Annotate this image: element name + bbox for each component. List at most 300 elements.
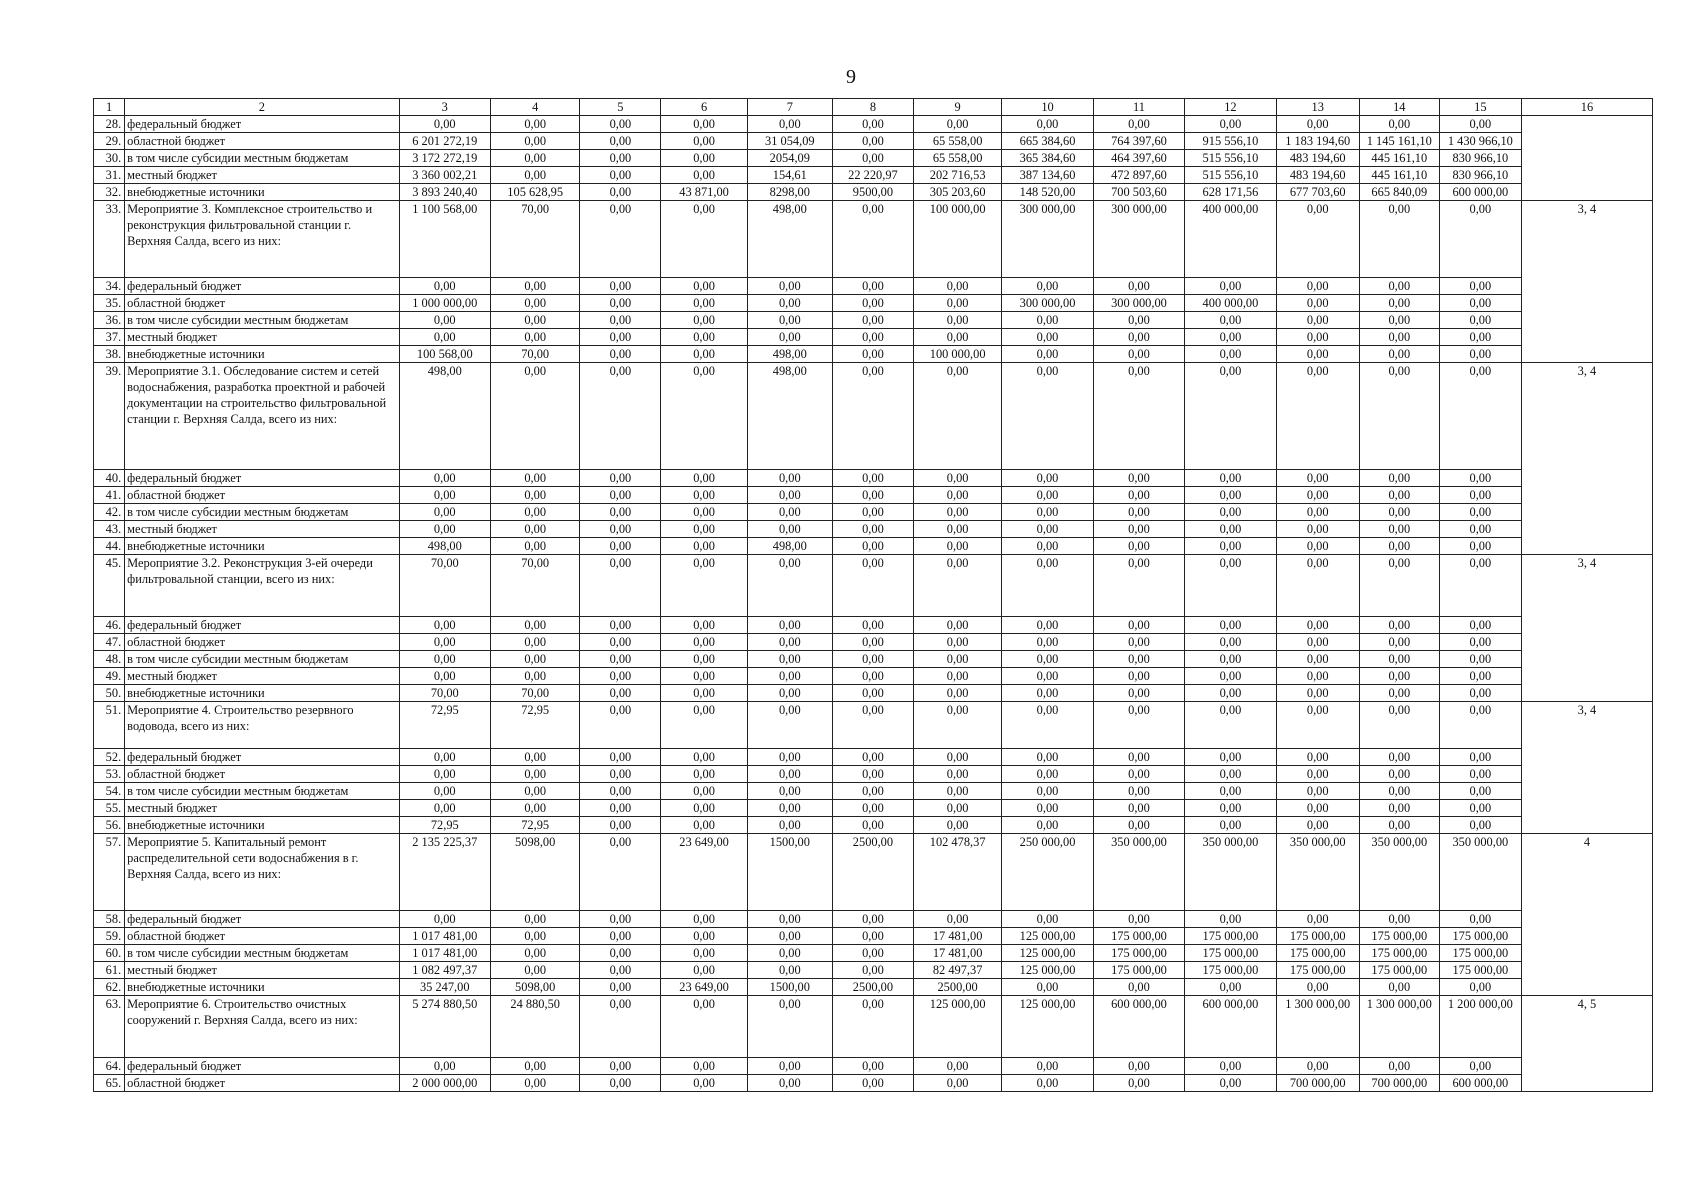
value-cell: 0,00 bbox=[1439, 1057, 1521, 1074]
value-cell: 0,00 bbox=[491, 961, 580, 978]
value-cell: 0,00 bbox=[491, 312, 580, 329]
row-number: 44. bbox=[94, 538, 125, 555]
value-cell: 0,00 bbox=[580, 1057, 661, 1074]
value-cell: 0,00 bbox=[747, 961, 832, 978]
value-cell: 0,00 bbox=[1185, 1057, 1276, 1074]
value-cell: 0,00 bbox=[913, 555, 1001, 617]
value-cell: 1 017 481,00 bbox=[399, 927, 490, 944]
value-cell: 1 145 161,10 bbox=[1359, 133, 1439, 150]
row-name: в том числе субсидии местным бюджетам bbox=[125, 312, 399, 329]
value-cell: 0,00 bbox=[1185, 651, 1276, 668]
value-cell: 830 966,10 bbox=[1439, 150, 1521, 167]
value-cell: 0,00 bbox=[491, 765, 580, 782]
row-number: 36. bbox=[94, 312, 125, 329]
row-name: внебюджетные источники bbox=[125, 978, 399, 995]
value-cell: 0,00 bbox=[832, 651, 913, 668]
table-row bbox=[94, 816, 1653, 833]
value-cell: 0,00 bbox=[580, 702, 661, 749]
row-number: 37. bbox=[94, 329, 125, 346]
value-cell: 0,00 bbox=[661, 487, 747, 504]
value-cell: 72,95 bbox=[399, 702, 490, 749]
row-name: местный бюджет bbox=[125, 329, 399, 346]
value-cell: 0,00 bbox=[491, 504, 580, 521]
value-cell: 175 000,00 bbox=[1185, 944, 1276, 961]
value-cell: 0,00 bbox=[1439, 363, 1521, 470]
value-cell: 0,00 bbox=[1093, 346, 1184, 363]
value-cell: 175 000,00 bbox=[1276, 927, 1359, 944]
row-number: 43. bbox=[94, 521, 125, 538]
header-cell: 10 bbox=[1002, 99, 1093, 116]
value-cell: 0,00 bbox=[1439, 765, 1521, 782]
table-row bbox=[94, 634, 1653, 651]
value-cell: 0,00 bbox=[1093, 278, 1184, 295]
table-row bbox=[94, 346, 1653, 363]
row-number: 63. bbox=[94, 995, 125, 1057]
value-cell: 0,00 bbox=[491, 521, 580, 538]
value-cell: 17 481,00 bbox=[913, 944, 1001, 961]
row-name: Мероприятие 5. Капитальный ремонт распределительной сети водоснабжения в г. Верхняя Салда, всего из них: bbox=[125, 833, 399, 910]
value-cell: 0,00 bbox=[1439, 470, 1521, 487]
row-number: 40. bbox=[94, 470, 125, 487]
value-cell: 700 000,00 bbox=[1276, 1074, 1359, 1091]
value-cell: 0,00 bbox=[580, 961, 661, 978]
value-cell: 0,00 bbox=[1276, 617, 1359, 634]
value-cell: 0,00 bbox=[1276, 538, 1359, 555]
value-cell: 0,00 bbox=[1093, 538, 1184, 555]
value-cell: 175 000,00 bbox=[1185, 927, 1276, 944]
value-cell: 0,00 bbox=[747, 816, 832, 833]
value-cell: 350 000,00 bbox=[1276, 833, 1359, 910]
value-cell: 0,00 bbox=[1002, 782, 1093, 799]
value-cell: 0,00 bbox=[913, 748, 1001, 765]
value-cell: 0,00 bbox=[1185, 765, 1276, 782]
value-cell: 0,00 bbox=[580, 133, 661, 150]
value-cell: 0,00 bbox=[1002, 702, 1093, 749]
table-row bbox=[94, 295, 1653, 312]
value-cell: 0,00 bbox=[580, 487, 661, 504]
value-cell: 0,00 bbox=[1359, 201, 1439, 278]
value-cell: 0,00 bbox=[399, 487, 490, 504]
value-cell: 0,00 bbox=[1359, 685, 1439, 702]
value-cell: 515 556,10 bbox=[1185, 150, 1276, 167]
value-cell: 0,00 bbox=[1002, 685, 1093, 702]
table-row bbox=[94, 521, 1653, 538]
value-cell: 70,00 bbox=[399, 685, 490, 702]
row-number: 60. bbox=[94, 944, 125, 961]
value-cell: 0,00 bbox=[1093, 1074, 1184, 1091]
value-cell: 0,00 bbox=[913, 278, 1001, 295]
value-cell: 0,00 bbox=[661, 816, 747, 833]
value-cell: 628 171,56 bbox=[1185, 184, 1276, 201]
value-cell: 0,00 bbox=[747, 765, 832, 782]
value-cell: 1 082 497,37 bbox=[399, 961, 490, 978]
value-cell: 0,00 bbox=[832, 668, 913, 685]
value-cell: 0,00 bbox=[1276, 521, 1359, 538]
table-row bbox=[94, 748, 1653, 765]
value-cell: 82 497,37 bbox=[913, 961, 1001, 978]
value-cell: 0,00 bbox=[661, 1074, 747, 1091]
value-cell: 0,00 bbox=[1276, 555, 1359, 617]
value-cell: 0,00 bbox=[913, 816, 1001, 833]
value-cell: 0,00 bbox=[1093, 765, 1184, 782]
value-cell: 0,00 bbox=[1185, 555, 1276, 617]
table-row bbox=[94, 685, 1653, 702]
value-cell: 0,00 bbox=[491, 116, 580, 133]
value-cell: 0,00 bbox=[913, 116, 1001, 133]
value-cell: 0,00 bbox=[1276, 1057, 1359, 1074]
table-row bbox=[94, 312, 1653, 329]
value-cell: 0,00 bbox=[399, 278, 490, 295]
table-row bbox=[94, 363, 1653, 470]
value-cell: 350 000,00 bbox=[1359, 833, 1439, 910]
row-number: 47. bbox=[94, 634, 125, 651]
value-cell: 0,00 bbox=[1359, 816, 1439, 833]
value-cell: 0,00 bbox=[1002, 470, 1093, 487]
value-cell: 0,00 bbox=[399, 748, 490, 765]
value-cell: 0,00 bbox=[1185, 748, 1276, 765]
row-name: Мероприятие 3.2. Реконструкция 3-ей очереди фильтровальной станции, всего из них: bbox=[125, 555, 399, 617]
value-cell: 830 966,10 bbox=[1439, 167, 1521, 184]
value-cell: 0,00 bbox=[580, 927, 661, 944]
value-cell: 0,00 bbox=[1359, 617, 1439, 634]
value-cell: 300 000,00 bbox=[1002, 201, 1093, 278]
value-cell: 0,00 bbox=[580, 765, 661, 782]
value-cell: 387 134,60 bbox=[1002, 167, 1093, 184]
value-cell: 175 000,00 bbox=[1439, 944, 1521, 961]
value-cell: 305 203,60 bbox=[913, 184, 1001, 201]
row-name: внебюджетные источники bbox=[125, 184, 399, 201]
value-cell: 0,00 bbox=[1093, 312, 1184, 329]
value-cell: 72,95 bbox=[491, 702, 580, 749]
table-row bbox=[94, 995, 1653, 1057]
row-name: в том числе субсидии местным бюджетам bbox=[125, 782, 399, 799]
value-cell: 175 000,00 bbox=[1359, 944, 1439, 961]
value-cell: 0,00 bbox=[1359, 116, 1439, 133]
value-cell: 0,00 bbox=[1185, 346, 1276, 363]
value-cell: 498,00 bbox=[399, 538, 490, 555]
value-cell: 0,00 bbox=[1276, 329, 1359, 346]
value-cell: 0,00 bbox=[1093, 816, 1184, 833]
row-name: Мероприятие 3.1. Обследование систем и сетей водоснабжения, разработка проектной и рабочей документации на строительство фильтровальной станции г. Верхняя Салда, всего из них: bbox=[125, 363, 399, 470]
value-cell: 0,00 bbox=[1359, 910, 1439, 927]
value-cell: 0,00 bbox=[580, 668, 661, 685]
value-cell: 0,00 bbox=[1185, 910, 1276, 927]
value-cell: 0,00 bbox=[661, 910, 747, 927]
value-cell: 0,00 bbox=[1276, 363, 1359, 470]
row-number: 57. bbox=[94, 833, 125, 910]
value-cell: 0,00 bbox=[913, 910, 1001, 927]
value-cell: 175 000,00 bbox=[1093, 961, 1184, 978]
value-cell: 0,00 bbox=[1185, 312, 1276, 329]
value-cell: 175 000,00 bbox=[1439, 961, 1521, 978]
value-cell: 175 000,00 bbox=[1359, 961, 1439, 978]
row-number: 56. bbox=[94, 816, 125, 833]
value-cell: 0,00 bbox=[1185, 116, 1276, 133]
value-cell: 0,00 bbox=[1093, 1057, 1184, 1074]
value-cell: 0,00 bbox=[661, 521, 747, 538]
value-cell: 0,00 bbox=[1359, 470, 1439, 487]
value-cell: 0,00 bbox=[399, 910, 490, 927]
header-cell: 5 bbox=[580, 99, 661, 116]
row-number: 50. bbox=[94, 685, 125, 702]
value-cell: 300 000,00 bbox=[1093, 201, 1184, 278]
value-cell: 0,00 bbox=[913, 799, 1001, 816]
value-cell: 0,00 bbox=[1276, 748, 1359, 765]
value-cell: 0,00 bbox=[747, 116, 832, 133]
value-cell: 0,00 bbox=[491, 470, 580, 487]
value-cell: 0,00 bbox=[1093, 634, 1184, 651]
value-cell: 154,61 bbox=[747, 167, 832, 184]
value-cell: 0,00 bbox=[913, 363, 1001, 470]
table-row bbox=[94, 765, 1653, 782]
value-cell: 0,00 bbox=[580, 504, 661, 521]
value-cell: 0,00 bbox=[1276, 702, 1359, 749]
row-number: 41. bbox=[94, 487, 125, 504]
value-cell: 0,00 bbox=[661, 995, 747, 1057]
value-cell: 0,00 bbox=[661, 295, 747, 312]
value-cell: 0,00 bbox=[399, 1057, 490, 1074]
value-cell: 0,00 bbox=[1439, 782, 1521, 799]
value-cell: 0,00 bbox=[1276, 978, 1359, 995]
value-cell: 0,00 bbox=[1185, 1074, 1276, 1091]
value-cell: 5098,00 bbox=[491, 978, 580, 995]
value-cell: 0,00 bbox=[491, 133, 580, 150]
header-cell: 3 bbox=[399, 99, 490, 116]
value-cell: 0,00 bbox=[1276, 470, 1359, 487]
table-row bbox=[94, 1057, 1653, 1074]
value-cell: 0,00 bbox=[1002, 1074, 1093, 1091]
table-row bbox=[94, 116, 1653, 133]
value-cell: 0,00 bbox=[1439, 617, 1521, 634]
value-cell: 31 054,09 bbox=[747, 133, 832, 150]
value-cell: 175 000,00 bbox=[1093, 944, 1184, 961]
table-row bbox=[94, 702, 1653, 749]
table-row bbox=[94, 944, 1653, 961]
value-cell: 0,00 bbox=[747, 1057, 832, 1074]
row-number: 54. bbox=[94, 782, 125, 799]
row-number: 62. bbox=[94, 978, 125, 995]
table-row bbox=[94, 184, 1653, 201]
value-cell: 0,00 bbox=[399, 782, 490, 799]
table-row bbox=[94, 329, 1653, 346]
value-cell: 0,00 bbox=[1093, 651, 1184, 668]
value-cell: 0,00 bbox=[913, 487, 1001, 504]
table-row bbox=[94, 133, 1653, 150]
value-cell: 0,00 bbox=[399, 651, 490, 668]
value-cell: 0,00 bbox=[913, 295, 1001, 312]
value-cell: 365 384,60 bbox=[1002, 150, 1093, 167]
row-number: 39. bbox=[94, 363, 125, 470]
value-cell: 72,95 bbox=[399, 816, 490, 833]
value-cell: 0,00 bbox=[1185, 799, 1276, 816]
row-name: федеральный бюджет bbox=[125, 116, 399, 133]
value-cell: 0,00 bbox=[832, 278, 913, 295]
value-cell: 0,00 bbox=[747, 927, 832, 944]
header-cell: 8 bbox=[832, 99, 913, 116]
value-cell: 0,00 bbox=[832, 816, 913, 833]
value-cell: 0,00 bbox=[1276, 816, 1359, 833]
value-cell: 0,00 bbox=[747, 995, 832, 1057]
value-cell: 70,00 bbox=[491, 346, 580, 363]
value-cell: 0,00 bbox=[1439, 487, 1521, 504]
value-cell: 0,00 bbox=[913, 312, 1001, 329]
table-row bbox=[94, 278, 1653, 295]
value-cell: 70,00 bbox=[491, 685, 580, 702]
value-cell: 0,00 bbox=[1276, 295, 1359, 312]
value-cell: 0,00 bbox=[913, 504, 1001, 521]
value-cell: 0,00 bbox=[1439, 329, 1521, 346]
value-cell: 0,00 bbox=[1185, 668, 1276, 685]
value-cell: 0,00 bbox=[1002, 555, 1093, 617]
value-cell: 0,00 bbox=[491, 782, 580, 799]
row-name: областной бюджет bbox=[125, 295, 399, 312]
row-name: федеральный бюджет bbox=[125, 470, 399, 487]
value-cell: 5098,00 bbox=[491, 833, 580, 910]
value-cell: 0,00 bbox=[661, 167, 747, 184]
value-cell: 0,00 bbox=[661, 634, 747, 651]
header-row bbox=[94, 99, 1653, 116]
value-cell: 0,00 bbox=[491, 617, 580, 634]
value-cell: 0,00 bbox=[747, 312, 832, 329]
value-cell: 0,00 bbox=[580, 685, 661, 702]
value-cell: 915 556,10 bbox=[1185, 133, 1276, 150]
value-cell: 0,00 bbox=[1359, 555, 1439, 617]
value-cell: 0,00 bbox=[1439, 651, 1521, 668]
value-cell: 0,00 bbox=[1002, 617, 1093, 634]
value-cell: 0,00 bbox=[1002, 816, 1093, 833]
value-cell: 0,00 bbox=[580, 521, 661, 538]
value-cell: 0,00 bbox=[661, 116, 747, 133]
value-cell: 0,00 bbox=[832, 961, 913, 978]
value-cell: 0,00 bbox=[661, 617, 747, 634]
value-cell: 1 200 000,00 bbox=[1439, 995, 1521, 1057]
value-cell: 0,00 bbox=[661, 538, 747, 555]
value-cell: 35 247,00 bbox=[399, 978, 490, 995]
value-cell: 0,00 bbox=[747, 782, 832, 799]
value-cell: 0,00 bbox=[747, 487, 832, 504]
value-cell: 0,00 bbox=[1439, 685, 1521, 702]
row-number: 38. bbox=[94, 346, 125, 363]
value-cell: 3 893 240,40 bbox=[399, 184, 490, 201]
table-row bbox=[94, 651, 1653, 668]
value-cell: 8298,00 bbox=[747, 184, 832, 201]
value-cell: 175 000,00 bbox=[1093, 927, 1184, 944]
value-cell: 0,00 bbox=[1359, 765, 1439, 782]
row-name: областной бюджет bbox=[125, 487, 399, 504]
value-cell: 0,00 bbox=[913, 617, 1001, 634]
value-cell: 0,00 bbox=[1002, 978, 1093, 995]
value-cell: 483 194,60 bbox=[1276, 150, 1359, 167]
value-cell: 0,00 bbox=[913, 685, 1001, 702]
value-cell: 0,00 bbox=[1276, 312, 1359, 329]
value-cell: 0,00 bbox=[1359, 329, 1439, 346]
value-cell: 0,00 bbox=[580, 150, 661, 167]
row-number: 34. bbox=[94, 278, 125, 295]
row-name: областной бюджет bbox=[125, 765, 399, 782]
value-cell: 0,00 bbox=[1439, 295, 1521, 312]
value-cell: 0,00 bbox=[1185, 363, 1276, 470]
value-cell: 0,00 bbox=[1276, 910, 1359, 927]
value-cell: 0,00 bbox=[747, 634, 832, 651]
row-name: федеральный бюджет bbox=[125, 278, 399, 295]
value-cell: 0,00 bbox=[580, 312, 661, 329]
value-cell: 43 871,00 bbox=[661, 184, 747, 201]
row-number: 61. bbox=[94, 961, 125, 978]
value-cell: 0,00 bbox=[580, 116, 661, 133]
value-cell: 0,00 bbox=[1359, 278, 1439, 295]
value-cell: 0,00 bbox=[1359, 748, 1439, 765]
value-cell: 0,00 bbox=[913, 1057, 1001, 1074]
value-cell: 0,00 bbox=[580, 799, 661, 816]
value-cell: 0,00 bbox=[580, 816, 661, 833]
value-cell: 0,00 bbox=[1276, 634, 1359, 651]
value-cell: 0,00 bbox=[1002, 799, 1093, 816]
value-cell: 0,00 bbox=[1002, 312, 1093, 329]
value-cell: 0,00 bbox=[1093, 685, 1184, 702]
value-cell: 100 000,00 bbox=[913, 201, 1001, 278]
value-cell: 0,00 bbox=[1093, 748, 1184, 765]
value-cell: 0,00 bbox=[1002, 910, 1093, 927]
value-cell: 0,00 bbox=[491, 634, 580, 651]
value-cell: 65 558,00 bbox=[913, 133, 1001, 150]
value-cell: 0,00 bbox=[399, 765, 490, 782]
value-cell: 102 478,37 bbox=[913, 833, 1001, 910]
value-cell: 0,00 bbox=[491, 748, 580, 765]
notes-cell: 3, 4 bbox=[1521, 555, 1652, 702]
value-cell: 0,00 bbox=[661, 685, 747, 702]
notes-cell: 4, 5 bbox=[1521, 995, 1652, 1091]
value-cell: 0,00 bbox=[580, 944, 661, 961]
value-cell: 0,00 bbox=[1439, 668, 1521, 685]
value-cell: 0,00 bbox=[747, 617, 832, 634]
value-cell: 0,00 bbox=[1439, 538, 1521, 555]
value-cell: 0,00 bbox=[747, 799, 832, 816]
value-cell: 665 384,60 bbox=[1002, 133, 1093, 150]
value-cell: 0,00 bbox=[1276, 346, 1359, 363]
value-cell: 17 481,00 bbox=[913, 927, 1001, 944]
value-cell: 72,95 bbox=[491, 816, 580, 833]
value-cell: 0,00 bbox=[913, 668, 1001, 685]
value-cell: 600 000,00 bbox=[1185, 995, 1276, 1057]
header-cell: 6 bbox=[661, 99, 747, 116]
row-number: 52. bbox=[94, 748, 125, 765]
value-cell: 3 172 272,19 bbox=[399, 150, 490, 167]
value-cell: 125 000,00 bbox=[1002, 995, 1093, 1057]
value-cell: 0,00 bbox=[580, 1074, 661, 1091]
value-cell: 0,00 bbox=[1002, 116, 1093, 133]
value-cell: 0,00 bbox=[491, 651, 580, 668]
value-cell: 0,00 bbox=[1002, 521, 1093, 538]
value-cell: 0,00 bbox=[580, 651, 661, 668]
value-cell: 0,00 bbox=[580, 363, 661, 470]
row-number: 35. bbox=[94, 295, 125, 312]
value-cell: 0,00 bbox=[1185, 504, 1276, 521]
value-cell: 0,00 bbox=[1359, 651, 1439, 668]
notes-cell bbox=[1521, 116, 1652, 201]
value-cell: 498,00 bbox=[399, 363, 490, 470]
value-cell: 2500,00 bbox=[913, 978, 1001, 995]
value-cell: 0,00 bbox=[1093, 782, 1184, 799]
value-cell: 0,00 bbox=[580, 910, 661, 927]
value-cell: 0,00 bbox=[747, 521, 832, 538]
value-cell: 0,00 bbox=[491, 1057, 580, 1074]
value-cell: 0,00 bbox=[580, 329, 661, 346]
value-cell: 0,00 bbox=[832, 1074, 913, 1091]
value-cell: 100 000,00 bbox=[913, 346, 1001, 363]
value-cell: 0,00 bbox=[1276, 765, 1359, 782]
value-cell: 0,00 bbox=[1093, 978, 1184, 995]
value-cell: 498,00 bbox=[747, 201, 832, 278]
